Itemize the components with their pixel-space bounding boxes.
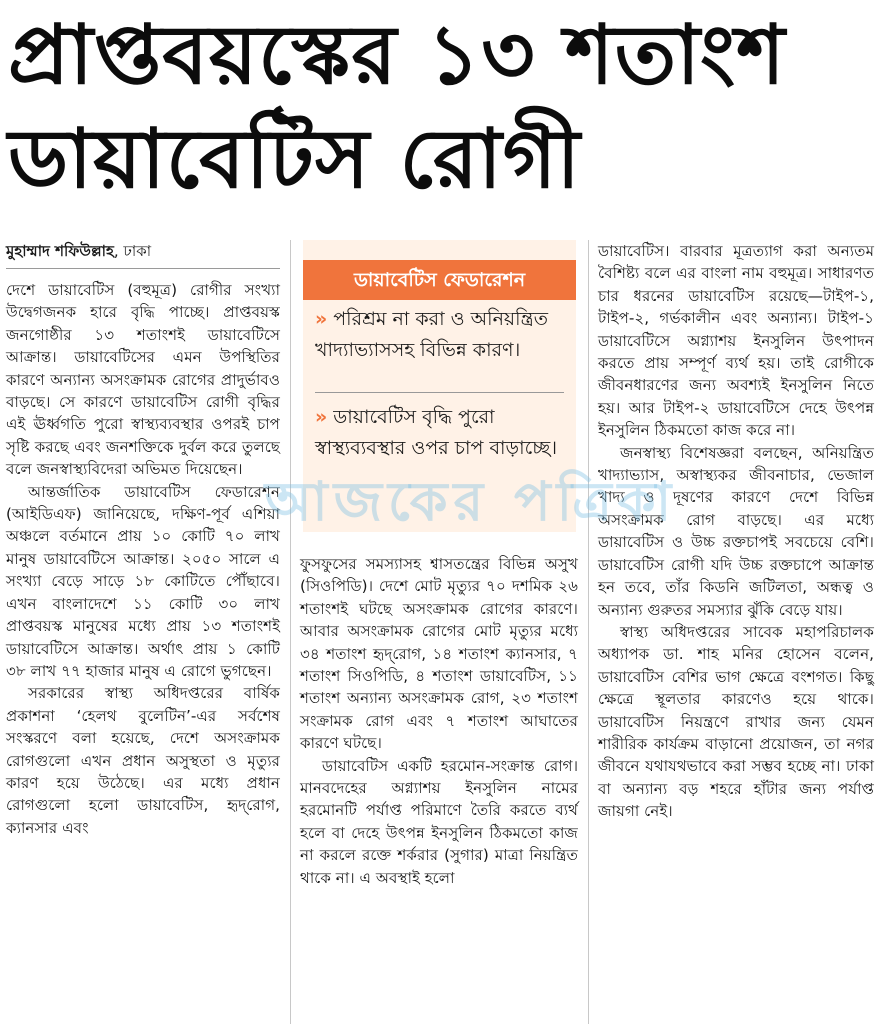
- paragraph: ডায়াবেটিস। বারবার মূত্রত্যাগ করা অন্যতম বৈশিষ্ট্য বলে এর বাংলা নাম বহুমূত্র। সাধারণত চার ধরনের ডায়াবেটিস রয়েছে—টাইপ-১, টাইপ-২, গর্ভকালীন এবং অন্যান্য। টাইপ-১ ডায়াবেটিসে অগ্ন্যাশয় ইনসুলিন উৎপাদন করতে প্রায় সম্পূর্ণ ব্যর্থ হয়। তাই রোগীকে জীবনধারণের জন্য অবশ্যই ইনসুলিন নিতে হয়। আর টাইপ-২ ডায়াবেটিসে দেহে উৎপন্ন ইনসুলিন ঠিকমতো কাজ করে না।: [598, 242, 874, 440]
- chevron-double-right-icon: »: [315, 308, 328, 330]
- headline-line-2: ডায়াবেটিস রোগী: [8, 112, 582, 207]
- paragraph: স্বাস্থ্য অধিদপ্তরের সাবেক মহাপরিচালক অধ্যাপক ডা. শাহ মনির হোসেন বলেন, ডায়াবেটিস বেশির ভাগ ক্ষেত্রে বংশগত। কিছু ক্ষেত্রে স্থূলতার কারণেও হয়ে থাকে। ডায়াবেটিস নিয়ন্ত্রণে রাখার জন্য যেমন শারীরিক কার্যক্রম বাড়ানো প্রয়োজন, তা নগর জীবনে যথাযথভাবে করা সম্ভব হচ্ছে না। ঢাকা বা অন্যান্য বড় শহরে হাঁটার জন্য পর্যাপ্ত জায়গা নেই।: [598, 622, 874, 821]
- paragraph: ডায়াবেটিস একটি হরমোন-সংক্রান্ত রোগ। মানবদেহের অগ্ন্যাশয় ইনসুলিন নামের হরমোনটি পর্যাপ্ত পরিমাণে তৈরি করতে ব্যর্থ হলে বা দেহে উৎপন্ন ইনসুলিন ঠিকমতো কাজ না করলে রক্তে শর্করার (সুগার) মাত্রা নিয়ন্ত্রিত থাকে না। এ অবস্থাই হলো: [300, 756, 578, 887]
- highlight-point-text: ডায়াবেটিস বৃদ্ধি পুরো স্বাস্থ্যব্যবস্থার ওপর চাপ বাড়াচ্ছে।: [315, 406, 558, 459]
- paragraph: দেশে ডায়াবেটিস (বহুমূত্র) রোগীর সংখ্যা উদ্বেগজনক হারে বৃদ্ধি পাচ্ছে। প্রাপ্তবয়স্ক জনগোষ্ঠীর ১৩ শতাংশই ডায়াবেটিসে আক্রান্ত। ডায়াবেটিসের এমন উপস্থিতির কারণে অন্যান্য অসংক্রামক রোগের প্রাদুর্ভাবও বাড়ছে। সে কারণে ডায়াবেটিস রোগী বৃদ্ধির এই ঊর্ধ্বগতি পুরো স্বাস্থ্যব্যবস্থার ওপরই চাপ সৃষ্টি করছে এবং জনশক্তিকে দুর্বল করে তুলছে বলে জনস্বাস্থ্যবিদেরা অভিমত দিয়েছেন।: [6, 281, 280, 479]
- publisher-watermark: আজকের পত্রিকা: [264, 470, 678, 533]
- column-divider: [588, 240, 589, 1024]
- article-column-2: [300, 553, 578, 889]
- column-divider: [290, 240, 291, 1024]
- highlight-box-title: ডায়াবেটিস ফেডারেশন: [303, 260, 576, 300]
- paragraph: জনস্বাস্থ্য বিশেষজ্ঞরা বলছেন, অনিয়ন্ত্রিত খাদ্যাভ্যাস, অস্বাস্থ্যকর জীবনাচার, ভেজাল খাদ্য ও দূষণের কারণে দেশে বিভিন্ন অসংক্রামক রোগ বাড়ছে। এর মধ্যে ডায়াবেটিস ও উচ্চ রক্তচাপই সবচেয়ে বেশি। ডায়াবেটিস রোগী যদি উচ্চ রক্তচাপে আক্রান্ত হন তবে, তাঁর কিডনি জটিলতা, অন্ধত্ব ও অন্যান্য গুরুতর সমস্যার ঝুঁকি বেড়ে যায়।: [598, 443, 874, 619]
- paragraph: আন্তর্জাতিক ডায়াবেটিস ফেডারেশন (আইডিএফ) জানিয়েছে, দক্ষিণ-পূর্ব এশিয়া অঞ্চলে বর্তমানে প্রায় ১০ কোটি ৭০ লাখ মানুষ ডায়াবেটিসে আক্রান্ত। ২০৫০ সালে এ সংখ্যা বেড়ে সাড়ে ১৮ কোটিতে পৌঁছাবে। এখন বাংলাদেশে ১১ কোটি ৩০ লাখ প্রাপ্তবয়স্ক মানুষের মধ্যে প্রায় ১৩ শতাংশই ডায়াবেটিসে আক্রান্ত। অর্থাৎ প্রায় ১ কোটি ৩৮ লাখ ৭৭ হাজার মানুষ এ রোগে ভুগছেন।: [6, 482, 280, 680]
- chevron-double-right-icon: »: [315, 406, 328, 428]
- highlight-divider: [315, 392, 564, 393]
- highlight-point-text: পরিশ্রম না করা ও অনিয়ন্ত্রিত খাদ্যাভ্যাসসহ বিভিন্ন কারণ।: [315, 308, 548, 361]
- byline-place: , ঢাকা: [113, 242, 152, 260]
- paragraph: সরকারের স্বাস্থ্য অধিদপ্তরের বার্ষিক প্রকাশনা ‘হেলথ বুলেটিন’-এর সর্বশেষ সংস্করণে বলা হয়েছে, দেশে অসংক্রামক রোগগুলো এখন প্রধান অসুস্থতা ও মৃত্যুর কারণ হয়ে উঠেছে। এর মধ্যে প্রধান রোগগুলো হলো ডায়াবেটিস, হৃদ্‌রোগ, ক্যানসার এবং: [6, 684, 280, 837]
- byline-author: মুহাম্মাদ শফিউল্লাহ: [6, 242, 114, 260]
- paragraph: ফুসফুসের সমস্যাসহ শ্বাসতন্ত্রের বিভিন্ন অসুখ (সিওপিডি)। দেশে মোট মৃত্যুর ৭০ দশমিক ২৬ শতাংশই ঘটছে অসংক্রামক রোগের কারণে। আবার অসংক্রামক রোগের মোট মৃত্যুর মধ্যে ৩৪ শতাংশ হৃদ্‌রোগ, ১৪ শতাংশ ক্যানসার, ৭ শতাংশ সিওপিডি, ৪ শতাংশ ডায়াবেটিস, ১১ শতাংশ অন্যান্য অসংক্রামক রোগ, ২৩ শতাংশ সংক্রামক রোগ এবং ৭ শতাংশ আঘাতের কারণে ঘটছে।: [300, 555, 578, 753]
- headline-line-1: প্রাপ্তবয়স্কের ১৩ শতাংশ: [8, 8, 786, 103]
- headline: [8, 4, 868, 212]
- highlight-point: [315, 304, 567, 366]
- highlight-point: [315, 402, 567, 464]
- byline: [6, 240, 280, 269]
